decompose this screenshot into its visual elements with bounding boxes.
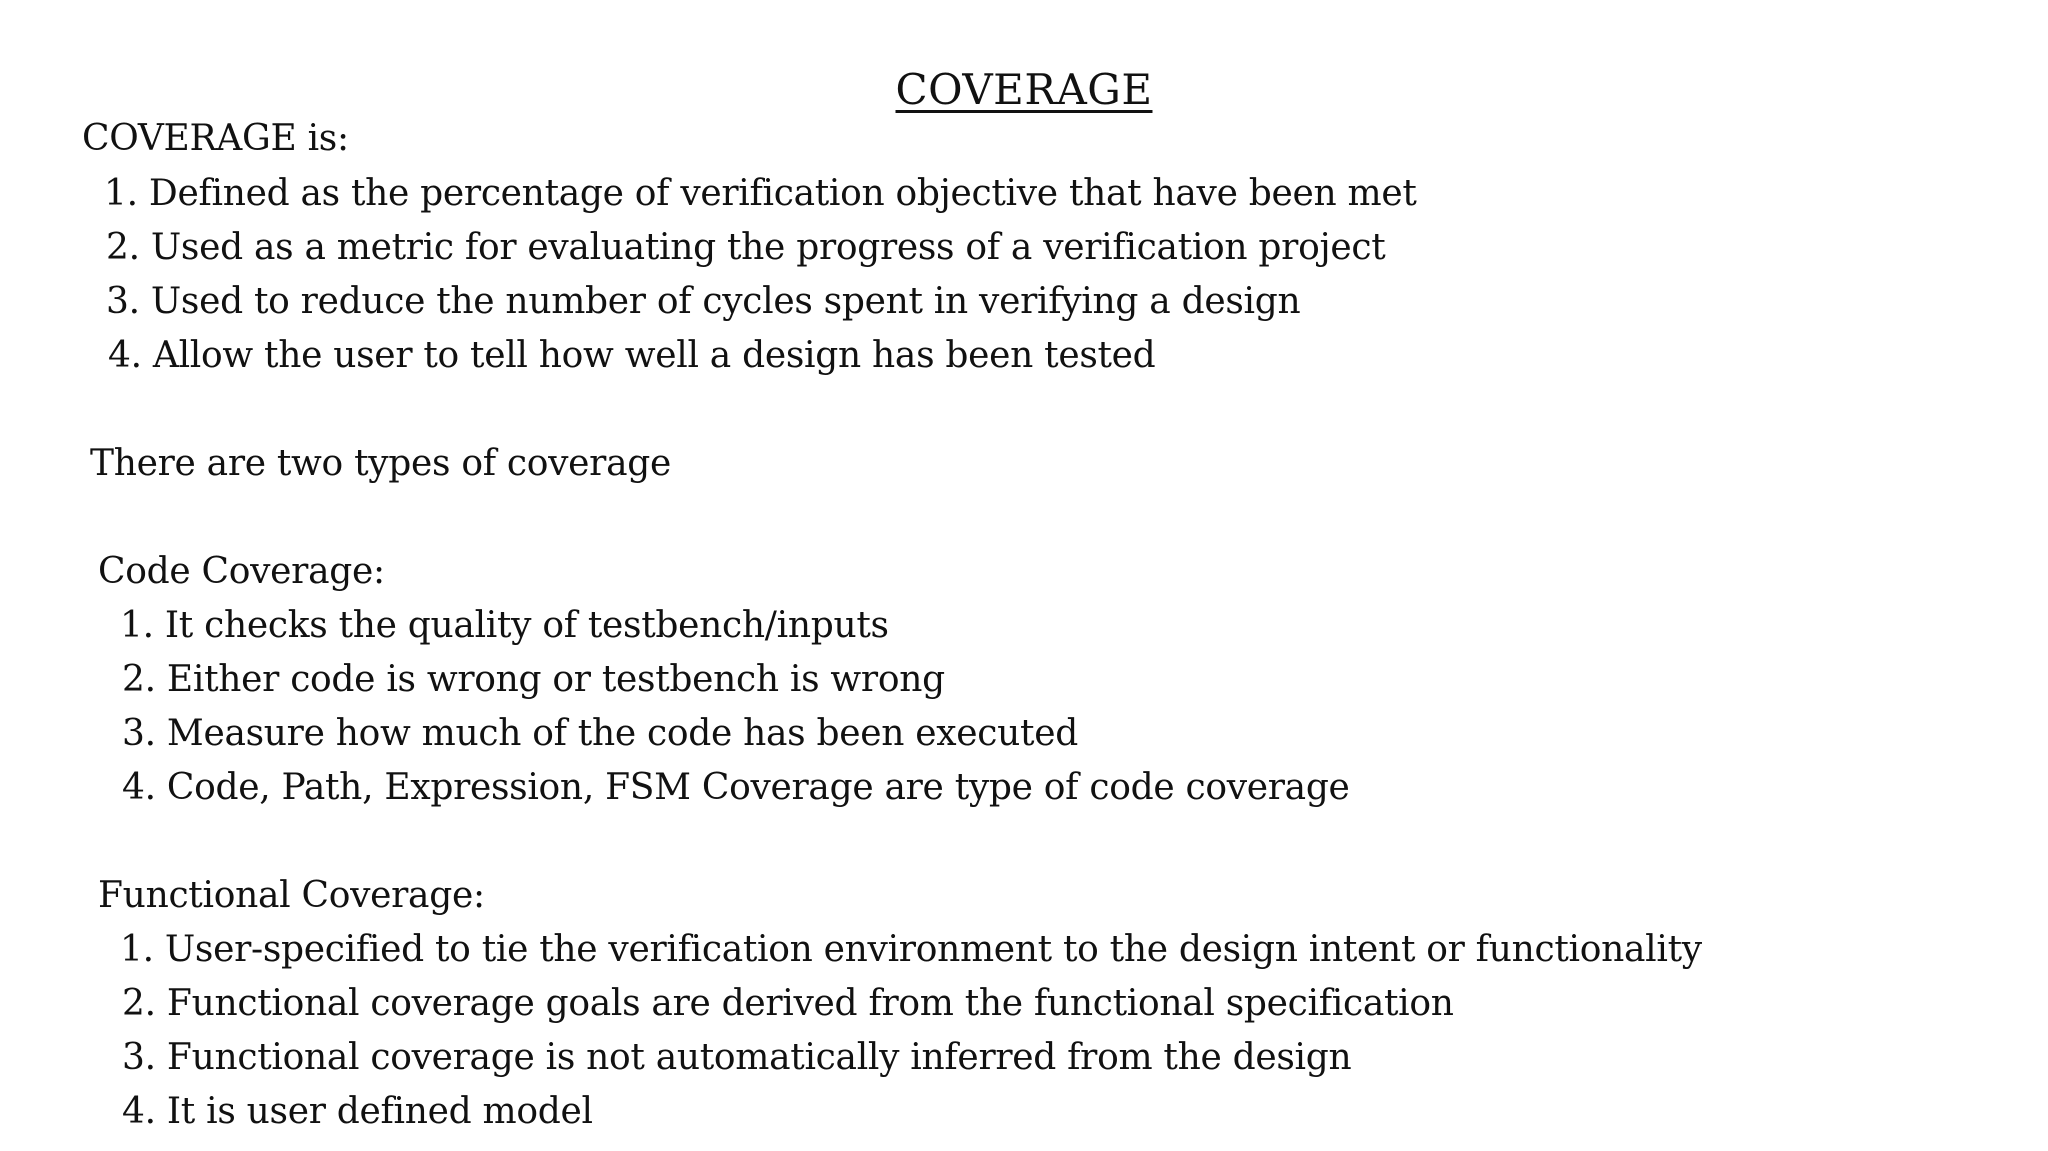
functional-coverage-item-2: 2. Functional coverage goals are derived from the functional specification [122, 983, 1454, 1024]
code-coverage-item-1: 1. It checks the quality of testbench/inputs [120, 605, 889, 646]
code-coverage-item-2: 2. Either code is wrong or testbench is wrong [122, 659, 945, 700]
page-title: COVERAGE [895, 65, 1153, 114]
intro-item-2: 2. Used as a metric for evaluating the progress of a verification project [106, 227, 1386, 268]
functional-coverage-item-1: 1. User-specified to tie the verification environment to the design intent or functionality [120, 929, 1702, 970]
functional-coverage-item-3: 3. Functional coverage is not automatically inferred from the design [122, 1037, 1352, 1078]
code-coverage-item-3: 3. Measure how much of the code has been executed [122, 713, 1078, 754]
intro-item-4: 4. Allow the user to tell how well a design has been tested [108, 335, 1156, 376]
intro-item-3: 3. Used to reduce the number of cycles spent in verifying a design [106, 281, 1301, 322]
intro-heading: COVERAGE is: [82, 118, 349, 159]
code-coverage-heading: Code Coverage: [98, 551, 385, 592]
functional-coverage-item-4: 4. It is user defined model [122, 1091, 593, 1132]
code-coverage-item-4: 4. Code, Path, Expression, FSM Coverage are type of code coverage [122, 767, 1350, 808]
types-statement: There are two types of coverage [90, 443, 671, 484]
intro-item-1: 1. Defined as the percentage of verification objective that have been met [104, 173, 1417, 214]
functional-coverage-heading: Functional Coverage: [98, 875, 485, 916]
